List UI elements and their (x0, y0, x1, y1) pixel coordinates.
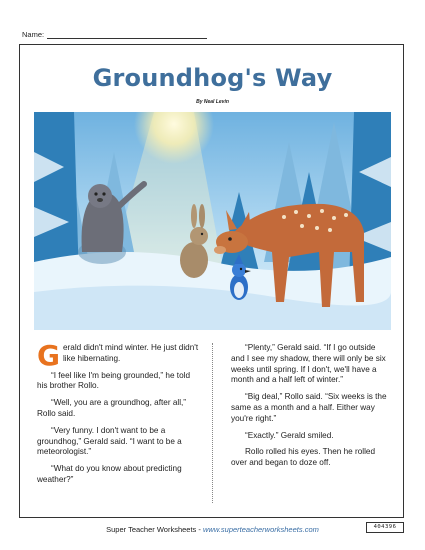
story-column-right (231, 343, 391, 475)
story-paragraph: “Well, you are a groundhog, after all,” Rollo said. (37, 398, 187, 418)
story-paragraph: “Exactly.” Gerald smiled. (245, 430, 334, 440)
story-paragraph: “I feel like I'm being grounded,” he told his brother Rollo. (37, 370, 191, 391)
story-column-left (37, 339, 199, 492)
story-paragraph: “Plenty,” Gerald said. “If I go outside and I see my shadow, there will only be six weeks until spring. If I don't, we'll have a month and a half left of winter.” (231, 343, 386, 385)
story-paragraph: Gerald didn't mind winter. He just didn't like hibernating. (37, 339, 199, 372)
footer-prefix: Super Teacher Worksheets - (106, 525, 203, 534)
name-row (22, 30, 207, 39)
story-paragraph: Rollo rolled his eyes. Then he rolled over and began to doze off. (231, 447, 376, 468)
name-field[interactable] (47, 31, 207, 39)
footer (0, 525, 425, 534)
story-paragraph: “Very funny. I don't want to be a groundhog,” Gerald said. “I want to be a meteorologist.” (37, 425, 182, 457)
column-divider (212, 343, 213, 503)
worksheet-code: 404396 (366, 522, 404, 533)
story-byline: By Neal Levin (196, 99, 229, 105)
footer-url-link[interactable]: www.superteacherworksheets.com (202, 525, 319, 534)
story-title: Groundhog's Way (92, 64, 333, 92)
story-paragraph: “What do you know about predicting weather?” (37, 464, 182, 484)
drop-cap: G (37, 339, 60, 372)
story-paragraph: “Big deal,” Rollo said. “Six weeks is the same as a month and a half. Either way you're right.” (231, 392, 387, 423)
name-label: Name: (22, 30, 45, 39)
story-illustration (34, 112, 391, 330)
